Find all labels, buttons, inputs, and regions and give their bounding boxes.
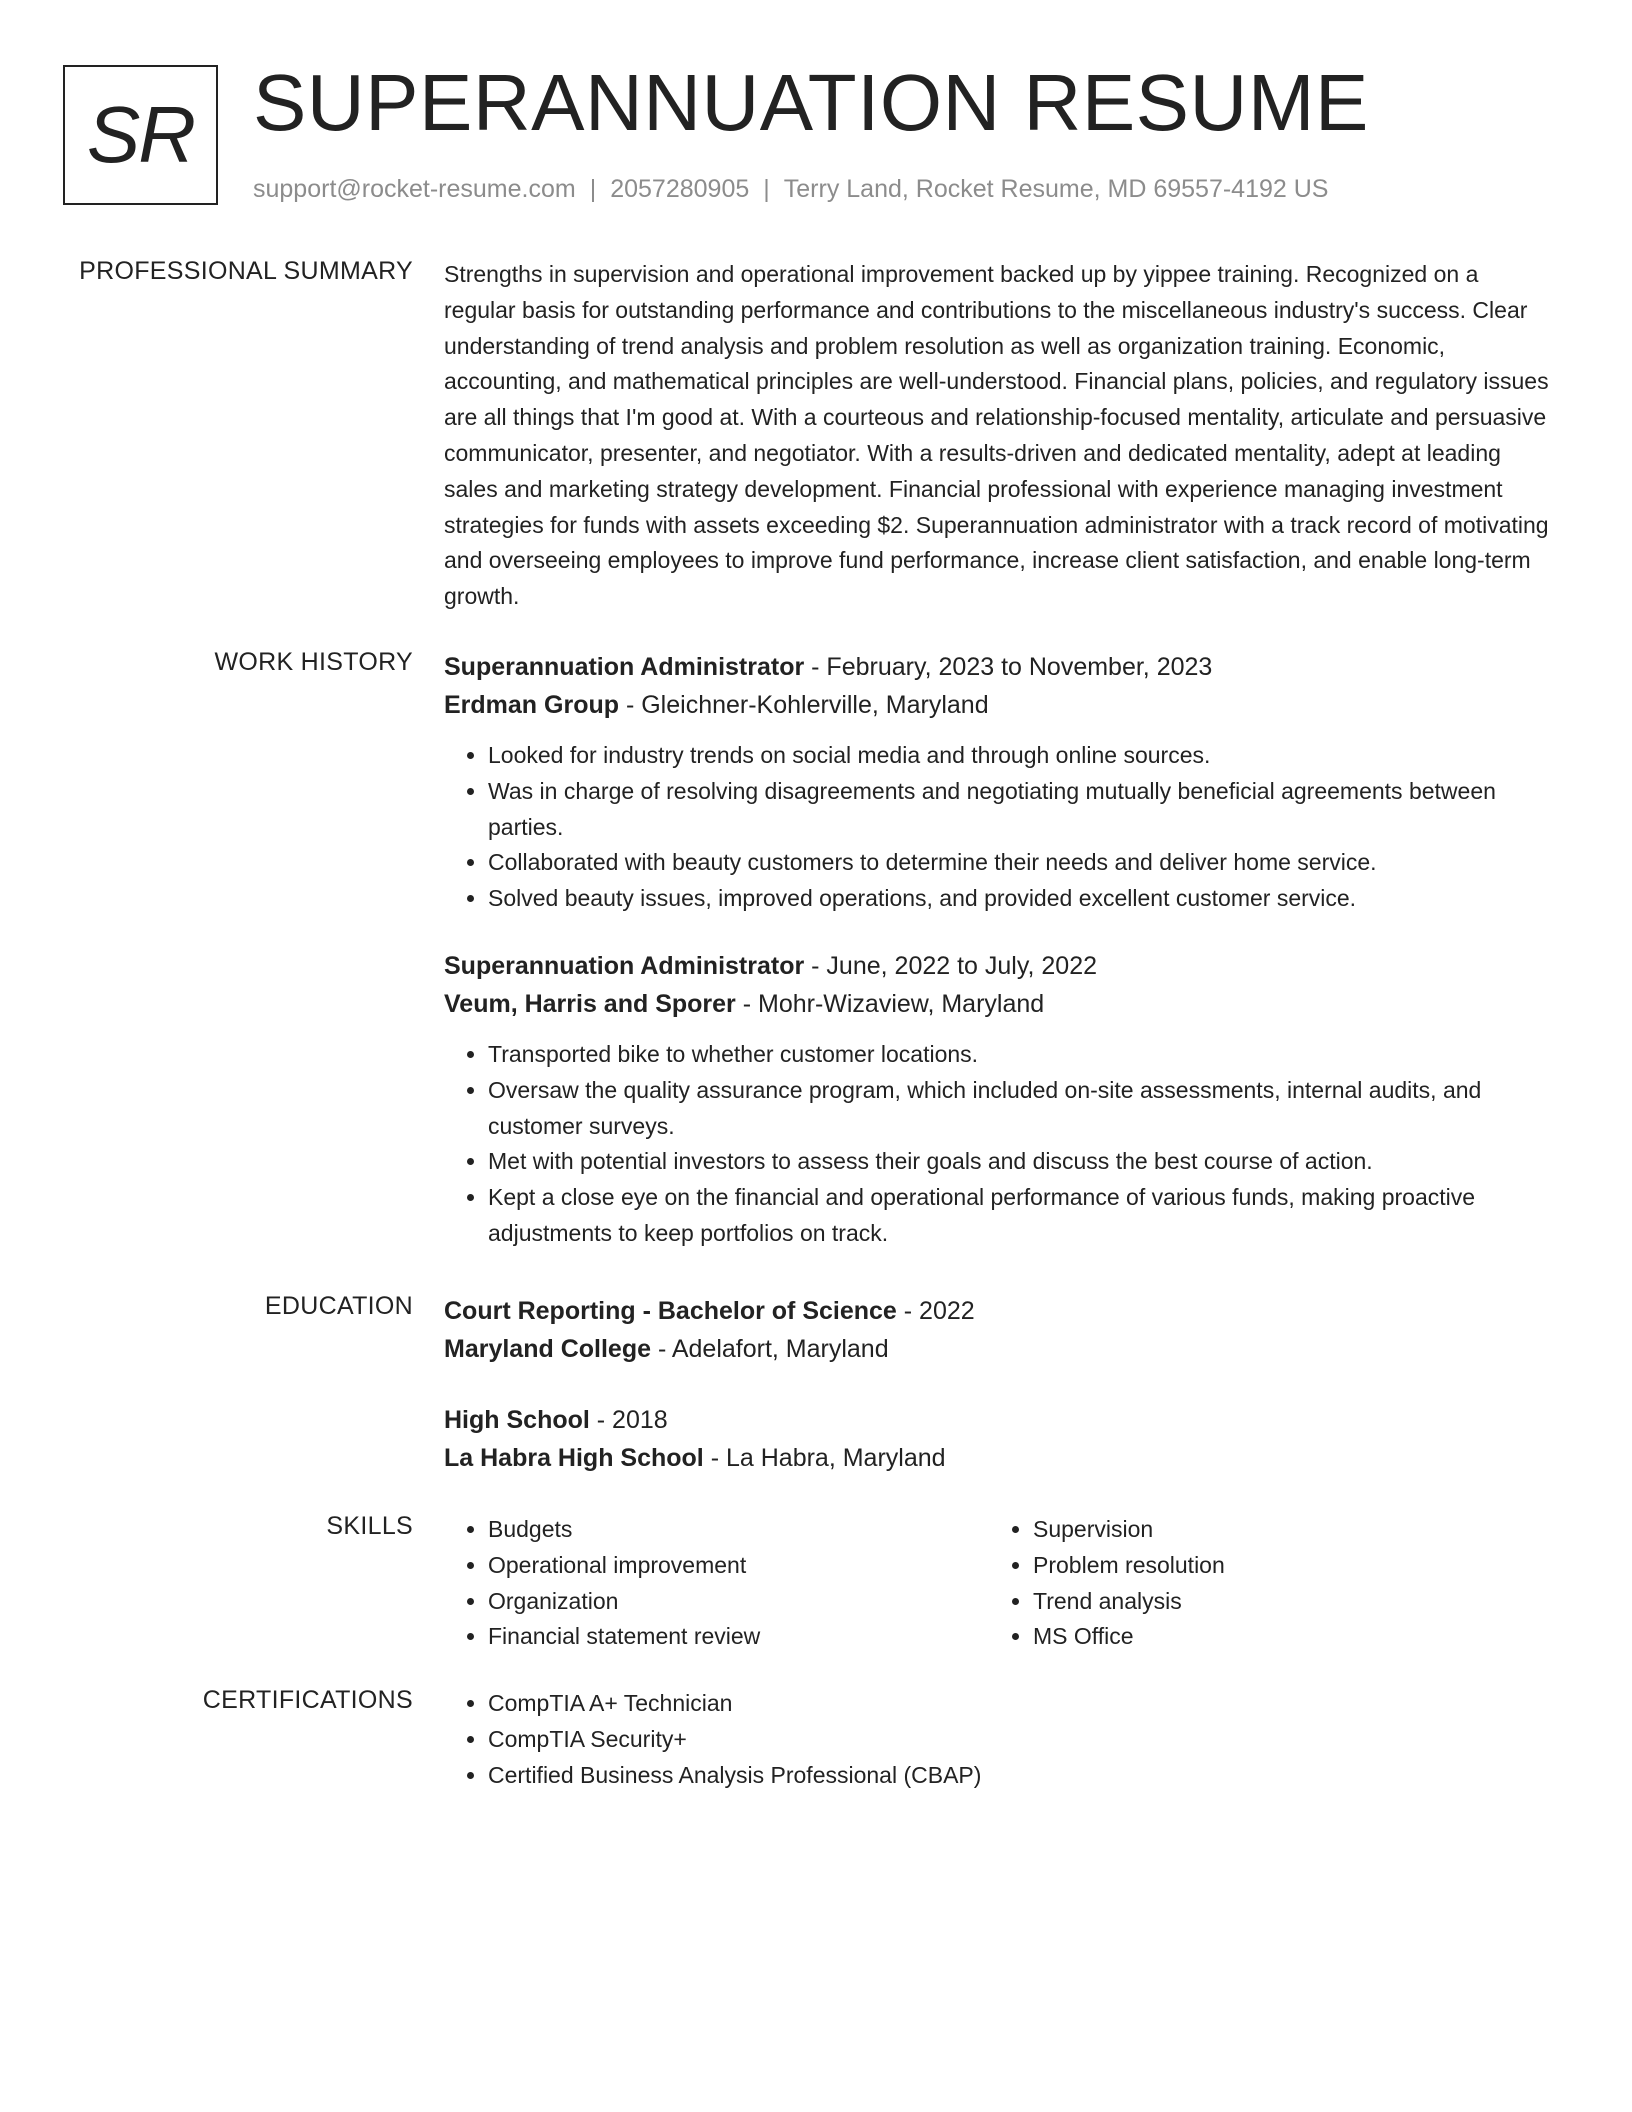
list-item: • Kept a close eye on the financial and operational performance of various funds, making proactive adjustments to keep portfolios on track. [488, 1180, 1554, 1252]
skills-column-right [989, 1512, 1534, 1655]
certifications-list [444, 1686, 1554, 1793]
monogram-badge [63, 65, 218, 205]
summary-text: Strengths in supervision and operational improvement backed up by yippee training. Recognized on a regular basis for outstanding performance and contributions to the miscellaneous industry's success. Clear understanding of trend analysis and problem resolution as well as organization training. Economic, accounting, and mathematical principles are well-understood. Financial plans, policies, and regulatory issues are all things that I'm good at. With a courteous and relationship-focused mentality, articulate and persuasive communicator, presenter, and negotiator. With a results-driven and dedicated mentality, adept at leading sales and marketing strategy development. Financial professional with experience managing investment strategies for funds with assets exceeding $2. Superannuation administrator with a track record of motivating and overseeing employees to improve fund performance, increase client satisfaction, and enable long-term growth. [444, 261, 1549, 610]
list-item: • Operational improvement [488, 1548, 989, 1584]
job-title-line [444, 947, 1554, 985]
skills-list [444, 1512, 989, 1655]
job-entry [444, 947, 1554, 1252]
degree-name: Court Reporting - Bachelor of Science [444, 1297, 897, 1325]
job-company-line [444, 686, 1554, 724]
job-duties-list [444, 1037, 1554, 1252]
list-item: • Trend analysis [1033, 1584, 1534, 1620]
school-location: - Adelafort, Maryland [651, 1335, 889, 1363]
degree-line [444, 1292, 1554, 1330]
list-item: • Problem resolution [1033, 1548, 1534, 1584]
page-title: SUPERANNUATION RESUME [253, 58, 1369, 147]
school-line [444, 1439, 1554, 1477]
skills-column-left [444, 1512, 989, 1655]
monogram-initials: SR [86, 90, 195, 179]
list-item: • Collaborated with beauty customers to determine their needs and deliver home service. [488, 845, 1554, 881]
section-heading-education: EDUCATION [264, 1292, 413, 1320]
section-heading-certifications: CERTIFICATIONS [202, 1686, 413, 1714]
list-item: • Supervision [1033, 1512, 1534, 1548]
list-item: • Financial statement review [488, 1619, 989, 1655]
school-name: Maryland College [444, 1335, 651, 1363]
job-location: - Mohr-Wizaview, Maryland [735, 989, 1045, 1018]
education-entry [444, 1292, 1554, 1368]
contact-line [253, 175, 1328, 204]
school-name: La Habra High School [444, 1444, 704, 1472]
school-location: - La Habra, Maryland [703, 1444, 946, 1472]
job-title: Superannuation Administrator [444, 653, 805, 681]
degree-year: - 2022 [896, 1297, 975, 1325]
list-item: • Solved beauty issues, improved operations, and provided excellent customer service. [488, 881, 1554, 917]
job-dates: - February, 2023 to November, 2023 [804, 653, 1213, 681]
job-dates: - June, 2022 to July, 2022 [804, 951, 1098, 980]
list-item: • Budgets [488, 1512, 989, 1548]
job-company: Erdman Group [444, 691, 620, 719]
job-title: Superannuation Administrator [444, 951, 805, 980]
job-entry [444, 648, 1554, 917]
school-line [444, 1330, 1554, 1368]
resume-header [63, 58, 1583, 210]
list-item: • Was in charge of resolving disagreements and negotiating mutually beneficial agreements between parties. [488, 774, 1554, 846]
list-item: • Looked for industry trends on social media and through online sources. [488, 738, 1554, 774]
contact-separator: | [763, 175, 770, 203]
list-item: • CompTIA A+ Technician [488, 1686, 1554, 1722]
list-item: • Met with potential investors to assess their goals and discuss the best course of action. [488, 1144, 1554, 1180]
degree-line [444, 1401, 1554, 1439]
job-company: Veum, Harris and Sporer [444, 989, 736, 1018]
list-item: • Oversaw the quality assurance program, which included on-site assessments, internal audits, and customer surveys. [488, 1073, 1554, 1145]
section-heading-work-history: WORK HISTORY [214, 648, 413, 676]
list-item: • Transported bike to whether customer locations. [488, 1037, 1554, 1073]
list-item: • Certified Business Analysis Professional (CBAP) [488, 1758, 1554, 1794]
job-duties-list [444, 738, 1554, 917]
skills-list [989, 1512, 1534, 1655]
section-heading-skills: SKILLS [326, 1512, 413, 1540]
degree-name: High School [444, 1406, 590, 1434]
contact-phone[interactable]: 2057280905 [610, 175, 750, 203]
section-heading-summary: PROFESSIONAL SUMMARY [79, 257, 413, 285]
list-item: • CompTIA Security+ [488, 1722, 1554, 1758]
contact-separator: | [589, 175, 597, 203]
contact-address: Terry Land, Rocket Resume, MD 69557-4192 US [783, 175, 1329, 203]
degree-year: - 2018 [589, 1406, 668, 1434]
list-item: • MS Office [1033, 1619, 1534, 1655]
job-location: - Gleichner-Kohlerville, Maryland [619, 691, 989, 719]
education-entry [444, 1401, 1554, 1477]
job-company-line [444, 985, 1554, 1023]
job-title-line [444, 648, 1554, 686]
list-item: • Organization [488, 1584, 989, 1620]
contact-email[interactable]: support@rocket-resume.com [253, 175, 576, 203]
skills-grid [444, 1512, 1554, 1655]
